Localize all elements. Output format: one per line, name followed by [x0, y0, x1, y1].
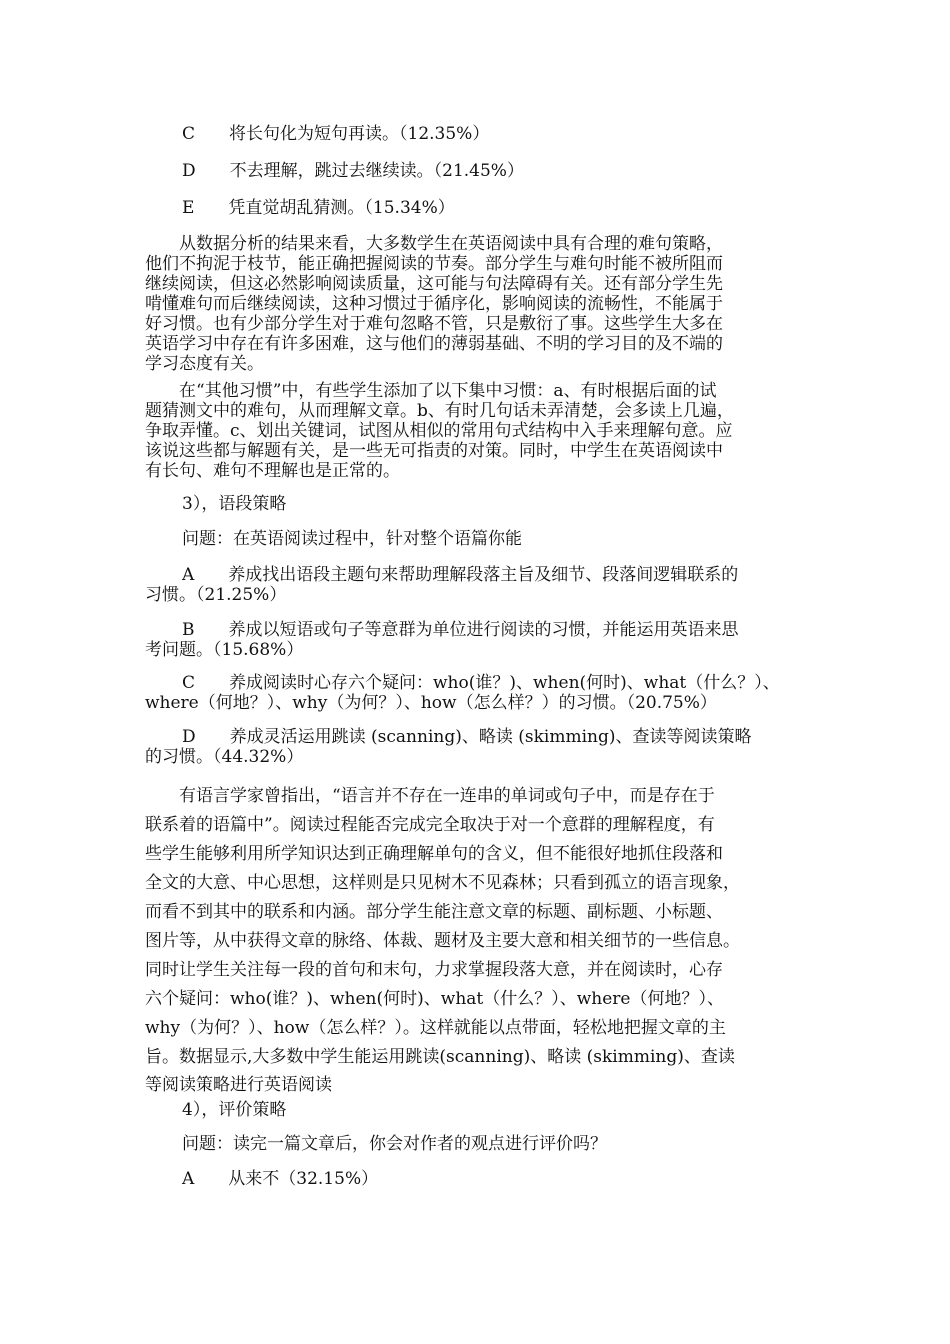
paragraph-line: 六个疑问：who(谁？)、when(何时)、what（什么？）、where（何地？）、: [145, 989, 724, 1009]
paragraph-line: 旨。数据显示,大多数中学生能运用跳读(scanning)、略读 (skimming)、查读: [145, 1047, 735, 1067]
paragraph-line: 而看不到其中的联系和内涵。部分学生能注意文章的标题、副标题、小标题、: [145, 902, 723, 922]
paragraph-line: 他们不拘泥于枝节，能正确把握阅读的节奏。部分学生与难句时能不被所阻而: [145, 254, 723, 274]
question-discourse: 问题：在英语阅读过程中，针对整个语篇你能: [182, 529, 522, 549]
paragraph-line: 等阅读策略进行英语阅读: [145, 1075, 332, 1095]
paragraph-line: 图片等，从中获得文章的脉络、体裁、题材及主要大意和相关细节的一些信息。: [145, 931, 740, 951]
paragraph-line: 有长句、难句不理解也是正常的。: [145, 461, 400, 481]
option-b-sense-groups: B 养成以短语或句子等意群为单位进行阅读的习惯，并能运用英语来思: [182, 620, 739, 640]
option-a-topic-sentence: A 养成找出语段主题句来帮助理解段落主旨及细节、段落间逻辑联系的: [182, 565, 739, 585]
paragraph-line: 全文的大意、中心思想，这样则是只见树木不见森林；只看到孤立的语言现象，: [145, 873, 740, 893]
paragraph-line: 题猜测文中的难句，从而理解文章。b、有时几句话未弄清楚，会多读上几遍，: [145, 401, 734, 421]
option-c-six-questions: C 养成阅读时心存六个疑问：who(谁？)、when(何时)、what（什么？）、: [182, 673, 780, 693]
section-heading-evaluation-strategy: 4），评价策略: [182, 1100, 287, 1120]
paragraph-line: 联系着的语篇中”。阅读过程能否完成完全取决于对一个意群的理解程度，有: [145, 815, 715, 835]
paragraph-line: 学习态度有关。: [145, 354, 264, 374]
question-evaluation: 问题：读完一篇文章后，你会对作者的观点进行评价吗？: [182, 1134, 607, 1154]
paragraph-line: 好习惯。也有少部分学生对于难句忽略不管，只是敷衍了事。这些学生大多在: [145, 314, 723, 334]
paragraph-line: 在“其他习惯”中，有些学生添加了以下集中习惯：a、有时根据后面的试: [145, 381, 717, 401]
option-d-skip: D 不去理解，跳过去继续读。（21.45%）: [182, 161, 524, 181]
paragraph-line: 同时让学生关注每一段的首句和末句，力求掌握段落大意，并在阅读时，心存: [145, 960, 723, 980]
option-d-continuation: 的习惯。（44.32%）: [145, 747, 304, 767]
paragraph-line: 些学生能够利用所学知识达到正确理解单句的含义，但不能很好地抓住段落和: [145, 844, 723, 864]
paragraph-line: 从数据分析的结果来看，大多数学生在英语阅读中具有合理的难句策略，: [145, 234, 723, 254]
option-d-reading-strategies: D 养成灵活运用跳读 (scanning)、略读 (skimming)、查读等阅读策略: [182, 727, 752, 747]
paragraph-line: 该说这些都与解题有关，是一些无可指责的对策。同时，中学生在英语阅读中: [145, 441, 723, 461]
option-a-never: A 从来不（32.15%）: [182, 1169, 379, 1189]
option-b-continuation: 考问题。（15.68%）: [145, 640, 304, 660]
option-c-continuation: where（何地？）、why（为何？）、how（怎么样？）的习惯。（20.75%）: [145, 693, 717, 713]
paragraph-line: 英语学习中存在有许多困难，这与他们的薄弱基础、不明的学习目的及不端的: [145, 334, 723, 354]
section-heading-discourse-strategy: 3），语段策略: [182, 494, 287, 514]
paragraph-line: why（为何？）、how（怎么样？）。这样就能以点带面，轻松地把握文章的主: [145, 1018, 726, 1038]
paragraph-line: 争取弄懂。c、划出关键词，试图从相似的常用句式结构中入手来理解句意。应: [145, 421, 733, 441]
paragraph-line: 继续阅读，但这必然影响阅读质量，这可能与句法障碍有关。还有部分学生先: [145, 274, 723, 294]
option-e-guess: E 凭直觉胡乱猜测。（15.34%）: [182, 198, 455, 218]
paragraph-line: 啃懂难句而后继续阅读，这种习惯过于循序化，影响阅读的流畅性，不能属于: [145, 294, 723, 314]
option-a-continuation: 习惯。（21.25%）: [145, 585, 287, 605]
option-c-long-sentence: C 将长句化为短句再读。（12.35%）: [182, 124, 490, 144]
paragraph-line: 有语言学家曾指出，“语言并不存在一连串的单词或句子中，而是存在于: [145, 786, 715, 806]
